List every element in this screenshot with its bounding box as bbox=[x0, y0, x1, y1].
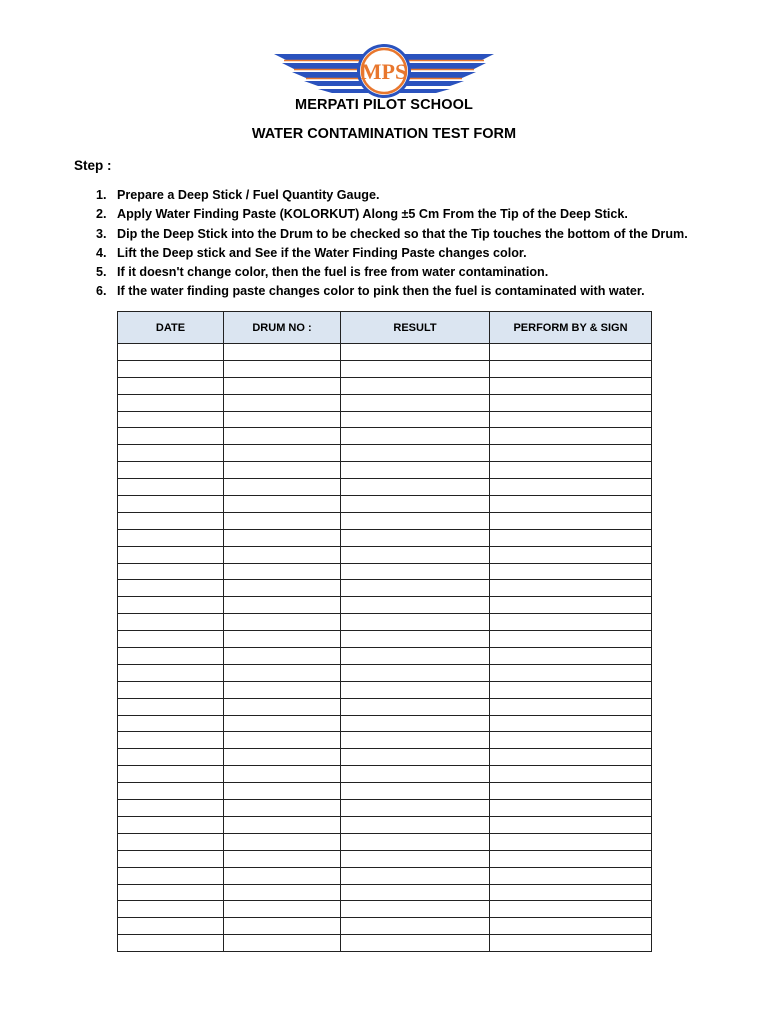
perform-by-sign-cell[interactable] bbox=[490, 394, 652, 411]
result-cell[interactable] bbox=[341, 715, 490, 732]
step-number: 1. bbox=[96, 188, 107, 202]
date-cell[interactable] bbox=[118, 800, 224, 817]
table-row bbox=[118, 597, 652, 614]
result-cell[interactable] bbox=[341, 462, 490, 479]
date-cell[interactable] bbox=[118, 918, 224, 935]
result-cell[interactable] bbox=[341, 597, 490, 614]
drum-no-cell[interactable] bbox=[224, 648, 341, 665]
result-cell[interactable] bbox=[341, 816, 490, 833]
result-cell[interactable] bbox=[341, 377, 490, 394]
step-text: Lift the Deep stick and See if the Water Finding Paste changes color. bbox=[117, 245, 527, 260]
date-cell[interactable] bbox=[118, 715, 224, 732]
date-cell[interactable] bbox=[118, 445, 224, 462]
perform-by-sign-cell[interactable] bbox=[490, 664, 652, 681]
table-row bbox=[118, 479, 652, 496]
drum-no-cell[interactable] bbox=[224, 631, 341, 648]
drum-no-cell[interactable] bbox=[224, 816, 341, 833]
perform-by-sign-cell[interactable] bbox=[490, 546, 652, 563]
perform-by-sign-cell[interactable] bbox=[490, 918, 652, 935]
result-cell[interactable] bbox=[341, 901, 490, 918]
perform-by-sign-cell[interactable] bbox=[490, 377, 652, 394]
result-cell[interactable] bbox=[341, 479, 490, 496]
table-row bbox=[118, 563, 652, 580]
table-row bbox=[118, 496, 652, 513]
table-body bbox=[118, 344, 652, 952]
result-cell[interactable] bbox=[341, 648, 490, 665]
result-cell[interactable] bbox=[341, 360, 490, 377]
perform-by-sign-cell[interactable] bbox=[490, 479, 652, 496]
result-cell[interactable] bbox=[341, 850, 490, 867]
result-cell[interactable] bbox=[341, 749, 490, 766]
date-cell[interactable] bbox=[118, 462, 224, 479]
result-cell[interactable] bbox=[341, 698, 490, 715]
drum-no-cell[interactable] bbox=[224, 394, 341, 411]
result-cell[interactable] bbox=[341, 833, 490, 850]
table-row bbox=[118, 631, 652, 648]
drum-no-cell[interactable] bbox=[224, 698, 341, 715]
logo-lettering: MPS bbox=[360, 59, 408, 84]
table-row bbox=[118, 800, 652, 817]
step-text: Prepare a Deep Stick / Fuel Quantity Gauge. bbox=[117, 188, 380, 202]
table-row bbox=[118, 428, 652, 445]
result-cell[interactable] bbox=[341, 546, 490, 563]
step-text: If the water finding paste changes color to pink then the fuel is contaminated with water. bbox=[117, 284, 645, 299]
drum-no-cell[interactable] bbox=[224, 732, 341, 749]
step-text: If it doesn't change color, then the fuel is free from water contamination. bbox=[117, 265, 549, 280]
date-cell[interactable] bbox=[118, 749, 224, 766]
perform-by-sign-cell[interactable] bbox=[490, 800, 652, 817]
table-row bbox=[118, 935, 652, 952]
date-cell[interactable] bbox=[118, 411, 224, 428]
date-cell[interactable] bbox=[118, 732, 224, 749]
date-cell[interactable] bbox=[118, 580, 224, 597]
drum-no-cell[interactable] bbox=[224, 512, 341, 529]
school-name: MERPATI PILOT SCHOOL bbox=[295, 97, 473, 113]
drum-no-cell[interactable] bbox=[224, 935, 341, 952]
table-row bbox=[118, 867, 652, 884]
date-cell[interactable] bbox=[118, 529, 224, 546]
drum-no-cell[interactable] bbox=[224, 411, 341, 428]
step-text: Dip the Deep Stick into the Drum to be checked so that the Tip touches the bottom of the Drum. bbox=[117, 226, 688, 241]
drum-no-cell[interactable] bbox=[224, 529, 341, 546]
table-row bbox=[118, 698, 652, 715]
drum-no-cell[interactable] bbox=[224, 445, 341, 462]
result-cell[interactable] bbox=[341, 935, 490, 952]
table-row bbox=[118, 783, 652, 800]
step-text: Apply Water Finding Paste (KOLORKUT) Along ±5 Cm From the Tip of the Deep Stick. bbox=[117, 207, 628, 222]
perform-by-sign-cell[interactable] bbox=[490, 648, 652, 665]
table-header-row bbox=[118, 312, 652, 344]
drum-no-cell[interactable] bbox=[224, 833, 341, 850]
perform-by-sign-cell[interactable] bbox=[490, 614, 652, 631]
table-row bbox=[118, 546, 652, 563]
date-cell[interactable] bbox=[118, 867, 224, 884]
date-cell[interactable] bbox=[118, 377, 224, 394]
perform-by-sign-cell[interactable] bbox=[490, 698, 652, 715]
column-header-drum-no: DRUM NO : bbox=[224, 312, 341, 344]
table-row bbox=[118, 580, 652, 597]
table-row bbox=[118, 529, 652, 546]
result-cell[interactable] bbox=[341, 344, 490, 361]
result-cell[interactable] bbox=[341, 496, 490, 513]
drum-no-cell[interactable] bbox=[224, 344, 341, 361]
table-row bbox=[118, 614, 652, 631]
drum-no-cell[interactable] bbox=[224, 479, 341, 496]
drum-no-cell[interactable] bbox=[224, 715, 341, 732]
perform-by-sign-cell[interactable] bbox=[490, 884, 652, 901]
date-cell[interactable] bbox=[118, 833, 224, 850]
perform-by-sign-cell[interactable] bbox=[490, 512, 652, 529]
perform-by-sign-cell[interactable] bbox=[490, 732, 652, 749]
table-row bbox=[118, 732, 652, 749]
date-cell[interactable] bbox=[118, 648, 224, 665]
perform-by-sign-cell[interactable] bbox=[490, 681, 652, 698]
table-row bbox=[118, 766, 652, 783]
perform-by-sign-cell[interactable] bbox=[490, 462, 652, 479]
drum-no-cell[interactable] bbox=[224, 462, 341, 479]
drum-no-cell[interactable] bbox=[224, 496, 341, 513]
perform-by-sign-cell[interactable] bbox=[490, 715, 652, 732]
perform-by-sign-cell[interactable] bbox=[490, 867, 652, 884]
result-cell[interactable] bbox=[341, 800, 490, 817]
date-cell[interactable] bbox=[118, 698, 224, 715]
result-cell[interactable] bbox=[341, 664, 490, 681]
date-cell[interactable] bbox=[118, 681, 224, 698]
drum-no-cell[interactable] bbox=[224, 597, 341, 614]
table-row bbox=[118, 648, 652, 665]
perform-by-sign-cell[interactable] bbox=[490, 411, 652, 428]
drum-no-cell[interactable] bbox=[224, 360, 341, 377]
result-cell[interactable] bbox=[341, 563, 490, 580]
column-header-result: RESULT bbox=[341, 312, 490, 344]
drum-no-cell[interactable] bbox=[224, 749, 341, 766]
test-log-table bbox=[117, 311, 652, 952]
date-cell[interactable] bbox=[118, 360, 224, 377]
perform-by-sign-cell[interactable] bbox=[490, 563, 652, 580]
date-cell[interactable] bbox=[118, 935, 224, 952]
table-row bbox=[118, 850, 652, 867]
table-row bbox=[118, 411, 652, 428]
step-number: 4. bbox=[96, 245, 107, 260]
date-cell[interactable] bbox=[118, 344, 224, 361]
drum-no-cell[interactable] bbox=[224, 783, 341, 800]
date-cell[interactable] bbox=[118, 563, 224, 580]
date-cell[interactable] bbox=[118, 766, 224, 783]
perform-by-sign-cell[interactable] bbox=[490, 850, 652, 867]
date-cell[interactable] bbox=[118, 428, 224, 445]
result-cell[interactable] bbox=[341, 681, 490, 698]
drum-no-cell[interactable] bbox=[224, 766, 341, 783]
date-cell[interactable] bbox=[118, 816, 224, 833]
table-row bbox=[118, 664, 652, 681]
drum-no-cell[interactable] bbox=[224, 580, 341, 597]
table-row bbox=[118, 816, 652, 833]
perform-by-sign-cell[interactable] bbox=[490, 529, 652, 546]
perform-by-sign-cell[interactable] bbox=[490, 428, 652, 445]
table-row bbox=[118, 394, 652, 411]
result-cell[interactable] bbox=[341, 512, 490, 529]
step-item bbox=[96, 263, 688, 282]
result-cell[interactable] bbox=[341, 614, 490, 631]
perform-by-sign-cell[interactable] bbox=[490, 445, 652, 462]
perform-by-sign-cell[interactable] bbox=[490, 749, 652, 766]
perform-by-sign-cell[interactable] bbox=[490, 783, 652, 800]
date-cell[interactable] bbox=[118, 614, 224, 631]
perform-by-sign-cell[interactable] bbox=[490, 344, 652, 361]
perform-by-sign-cell[interactable] bbox=[490, 833, 652, 850]
drum-no-cell[interactable] bbox=[224, 901, 341, 918]
result-cell[interactable] bbox=[341, 580, 490, 597]
table-row bbox=[118, 462, 652, 479]
result-cell[interactable] bbox=[341, 394, 490, 411]
step-number: 3. bbox=[96, 226, 107, 241]
result-cell[interactable] bbox=[341, 884, 490, 901]
school-logo bbox=[272, 42, 496, 100]
drum-no-cell[interactable] bbox=[224, 867, 341, 884]
drum-no-cell[interactable] bbox=[224, 563, 341, 580]
step-item bbox=[96, 282, 688, 301]
table-row bbox=[118, 901, 652, 918]
drum-no-cell[interactable] bbox=[224, 918, 341, 935]
date-cell[interactable] bbox=[118, 884, 224, 901]
step-item bbox=[96, 205, 688, 224]
drum-no-cell[interactable] bbox=[224, 681, 341, 698]
table-row bbox=[118, 344, 652, 361]
drum-no-cell[interactable] bbox=[224, 800, 341, 817]
date-cell[interactable] bbox=[118, 496, 224, 513]
date-cell[interactable] bbox=[118, 850, 224, 867]
drum-no-cell[interactable] bbox=[224, 377, 341, 394]
table-row bbox=[118, 749, 652, 766]
date-cell[interactable] bbox=[118, 512, 224, 529]
table-row bbox=[118, 715, 652, 732]
table-row bbox=[118, 918, 652, 935]
perform-by-sign-cell[interactable] bbox=[490, 766, 652, 783]
perform-by-sign-cell[interactable] bbox=[490, 935, 652, 952]
perform-by-sign-cell[interactable] bbox=[490, 816, 652, 833]
winged-mps-emblem-icon bbox=[272, 42, 496, 100]
result-cell[interactable] bbox=[341, 631, 490, 648]
table-row bbox=[118, 360, 652, 377]
result-cell[interactable] bbox=[341, 411, 490, 428]
result-cell[interactable] bbox=[341, 766, 490, 783]
step-number: 6. bbox=[96, 284, 107, 299]
step-number: 5. bbox=[96, 265, 107, 280]
date-cell[interactable] bbox=[118, 664, 224, 681]
perform-by-sign-cell[interactable] bbox=[490, 901, 652, 918]
drum-no-cell[interactable] bbox=[224, 546, 341, 563]
date-cell[interactable] bbox=[118, 479, 224, 496]
step-number: 2. bbox=[96, 207, 107, 222]
table-row bbox=[118, 884, 652, 901]
table-row bbox=[118, 833, 652, 850]
drum-no-cell[interactable] bbox=[224, 664, 341, 681]
result-cell[interactable] bbox=[341, 529, 490, 546]
result-cell[interactable] bbox=[341, 783, 490, 800]
perform-by-sign-cell[interactable] bbox=[490, 580, 652, 597]
step-item bbox=[96, 225, 688, 244]
drum-no-cell[interactable] bbox=[224, 428, 341, 445]
result-cell[interactable] bbox=[341, 918, 490, 935]
result-cell[interactable] bbox=[341, 428, 490, 445]
date-cell[interactable] bbox=[118, 631, 224, 648]
perform-by-sign-cell[interactable] bbox=[490, 496, 652, 513]
date-cell[interactable] bbox=[118, 546, 224, 563]
form-title: WATER CONTAMINATION TEST FORM bbox=[251, 126, 517, 142]
column-header-date: DATE bbox=[118, 312, 224, 344]
result-cell[interactable] bbox=[341, 867, 490, 884]
table-row bbox=[118, 512, 652, 529]
perform-by-sign-cell[interactable] bbox=[490, 360, 652, 377]
drum-no-cell[interactable] bbox=[224, 614, 341, 631]
step-item bbox=[96, 244, 688, 263]
date-cell[interactable] bbox=[118, 597, 224, 614]
column-header-perform-by-sign: PERFORM BY & SIGN bbox=[490, 312, 652, 344]
steps-heading: Step : bbox=[74, 158, 112, 173]
perform-by-sign-cell[interactable] bbox=[490, 597, 652, 614]
drum-no-cell[interactable] bbox=[224, 884, 341, 901]
date-cell[interactable] bbox=[118, 394, 224, 411]
table-row bbox=[118, 377, 652, 394]
drum-no-cell[interactable] bbox=[224, 850, 341, 867]
result-cell[interactable] bbox=[341, 445, 490, 462]
table-row bbox=[118, 445, 652, 462]
steps-list bbox=[96, 186, 688, 302]
result-cell[interactable] bbox=[341, 732, 490, 749]
perform-by-sign-cell[interactable] bbox=[490, 631, 652, 648]
date-cell[interactable] bbox=[118, 783, 224, 800]
step-item bbox=[96, 186, 688, 205]
table-row bbox=[118, 681, 652, 698]
date-cell[interactable] bbox=[118, 901, 224, 918]
